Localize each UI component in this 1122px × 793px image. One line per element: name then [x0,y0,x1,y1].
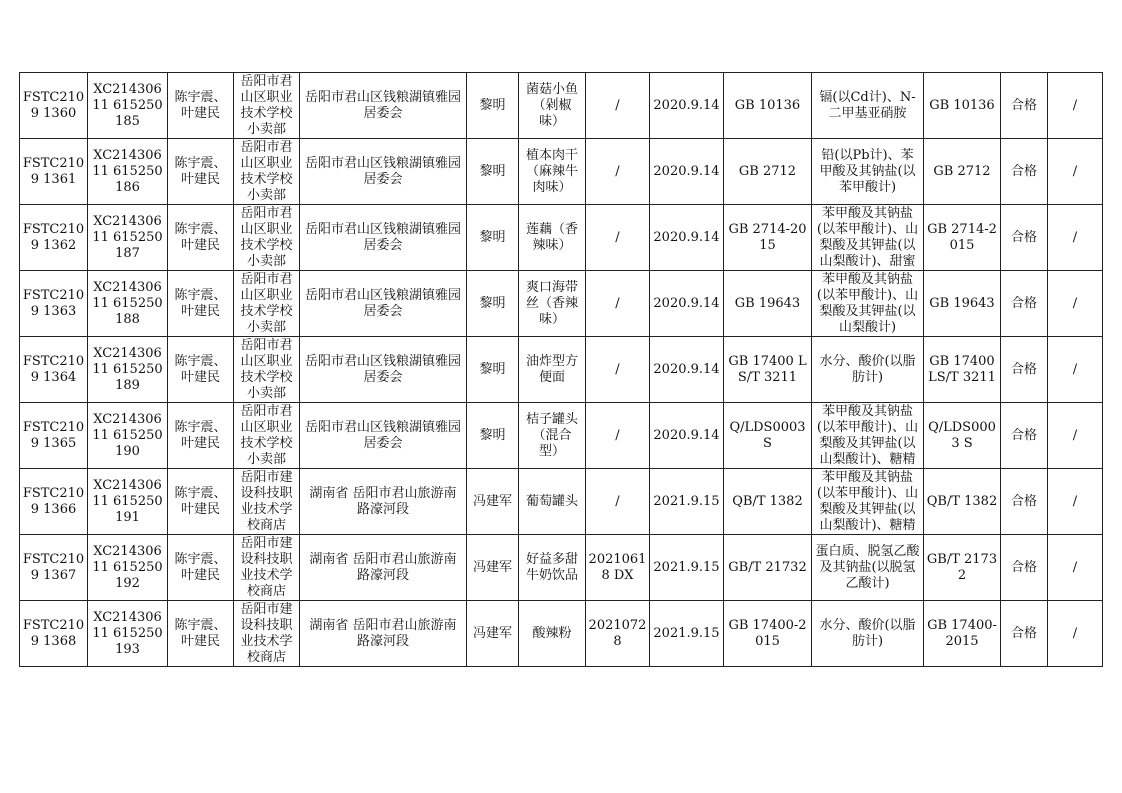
unit-address-cell [300,139,467,205]
batch-cell [586,139,650,205]
standard-text: GB 2714-2015 [728,221,807,253]
test-items-text: 水分、酸价(以脂肪计) [819,353,916,385]
test-items-cell [812,601,924,667]
standard-text: GB/T 21732 [728,559,807,575]
producer-contact-cell [467,535,519,601]
date-cell [650,205,724,271]
sample-number-text: FSTC2109 1363 [22,287,85,319]
batch-cell [586,205,650,271]
judgment-standard-cell [924,469,1001,535]
standard-cell [724,403,812,469]
standard-cell [724,337,812,403]
test-items-cell [812,337,924,403]
sample-number-text: FSTC2109 1360 [22,89,85,121]
inspectors-text: 陈宇震、叶建民 [174,155,227,187]
unit-address-text: 岳阳市君山区钱粮湖镇雅园居委会 [304,287,461,319]
product-name-text: 菌菇小鱼（剁椒味） [525,81,578,129]
sampled-unit-text: 岳阳市建设科技职业技术学校商店 [240,536,293,599]
standard-cell [724,271,812,337]
judgment-standard-text: GB 19643 [929,295,995,311]
unit-address-text: 湖南省 岳阳市君山旅游南路濠河段 [309,551,457,583]
sample-number-cell [20,73,88,139]
judgment-standard-cell [924,73,1001,139]
sample-number-cell [20,139,88,205]
sample-number-cell [20,469,88,535]
judgment-standard-cell [924,601,1001,667]
inspectors-text: 陈宇震、叶建民 [174,287,227,319]
result-cell [1001,403,1048,469]
table-row [20,271,1103,337]
test-items-text: 苯甲酸及其钠盐(以苯甲酸计)、山梨酸及其钾盐(以山梨酸计)、甜蜜 [816,205,919,269]
producer-contact-text: 冯建军 [472,625,512,641]
judgment-standard-text: GB 2714-2015 [927,221,997,253]
date-text: 2020.9.14 [653,361,720,377]
sampled-unit-cell [234,601,300,667]
task-number-cell [88,535,168,601]
test-items-cell [812,205,924,271]
sample-number-cell [20,535,88,601]
remark-text: / [1072,163,1078,179]
batch-cell [586,73,650,139]
inspectors-cell [168,535,234,601]
batch-text: / [615,163,620,179]
producer-contact-text: 冯建军 [472,559,512,575]
sample-number-text: FSTC2109 1365 [22,419,85,451]
remark-cell [1048,469,1103,535]
product-name-cell [519,469,586,535]
task-number-text: XC21430611 615250189 [92,345,163,393]
sample-number-cell [20,205,88,271]
table-row [20,73,1103,139]
test-items-cell [812,271,924,337]
remark-cell [1048,601,1103,667]
batch-cell [586,337,650,403]
standard-text: GB 2712 [738,163,797,179]
remark-text: / [1072,229,1078,245]
batch-text: / [615,229,620,245]
result-text: 合格 [1010,361,1037,377]
producer-contact-cell [467,205,519,271]
result-text: 合格 [1010,493,1037,509]
task-number-text: XC21430611 615250190 [92,411,163,459]
table-row [20,403,1103,469]
sampled-unit-text: 岳阳市君山区职业技术学校小卖部 [240,140,293,203]
result-cell [1001,139,1048,205]
sample-number-text: FSTC2109 1366 [22,485,85,517]
sample-number-cell [20,601,88,667]
task-number-text: XC21430611 615250188 [92,279,163,327]
sampled-unit-text: 岳阳市君山区职业技术学校小卖部 [240,206,293,269]
sampled-unit-text: 岳阳市君山区职业技术学校小卖部 [240,404,293,467]
date-cell [650,139,724,205]
sample-number-text: FSTC2109 1362 [22,221,85,253]
result-text: 合格 [1010,295,1037,311]
producer-contact-cell [467,469,519,535]
judgment-standard-text: GB 10136 [929,97,995,113]
judgment-standard-cell [924,271,1001,337]
inspectors-cell [168,469,234,535]
unit-address-cell [300,601,467,667]
test-items-text: 苯甲酸及其钠盐(以苯甲酸计)、山梨酸及其钾盐(以山梨酸计) [816,271,919,335]
batch-text: 20210728 [588,617,647,649]
date-text: 2020.9.14 [653,229,720,245]
batch-text: / [615,493,620,509]
producer-contact-cell [467,337,519,403]
inspectors-text: 陈宇震、叶建民 [174,617,227,649]
remark-cell [1048,139,1103,205]
judgment-standard-text: GB 2712 [933,163,991,179]
product-name-cell [519,73,586,139]
sampled-unit-cell [234,139,300,205]
remark-text: / [1072,493,1078,509]
remark-text: / [1072,361,1078,377]
batch-cell [586,601,650,667]
task-number-text: XC21430611 615250186 [92,147,163,195]
inspectors-text: 陈宇震、叶建民 [174,89,227,121]
judgment-standard-text: QB/T 1382 [926,493,998,509]
task-number-cell [88,73,168,139]
result-text: 合格 [1010,97,1037,113]
unit-address-text: 湖南省 岳阳市君山旅游南路濠河段 [309,617,457,649]
task-number-cell [88,337,168,403]
inspectors-cell [168,73,234,139]
result-cell [1001,271,1048,337]
standard-text: GB 10136 [734,97,801,113]
remark-text: / [1072,97,1078,113]
sampled-unit-cell [234,73,300,139]
producer-contact-text: 黎明 [479,295,506,311]
judgment-standard-cell [924,205,1001,271]
inspectors-text: 陈宇震、叶建民 [174,551,227,583]
remark-cell [1048,337,1103,403]
unit-address-cell [300,337,467,403]
producer-contact-text: 黎明 [479,427,506,443]
producer-contact-text: 冯建军 [472,493,512,509]
sampled-unit-cell [234,469,300,535]
date-cell [650,73,724,139]
remark-text: / [1072,295,1078,311]
result-text: 合格 [1010,559,1037,575]
unit-address-text: 岳阳市君山区钱粮湖镇雅园居委会 [304,155,461,187]
batch-cell [586,271,650,337]
unit-address-cell [300,535,467,601]
sample-number-text: FSTC2109 1368 [22,617,85,649]
task-number-text: XC21430611 615250185 [92,81,163,129]
task-number-text: XC21430611 615250193 [92,609,163,657]
result-cell [1001,535,1048,601]
test-items-text: 铅(以Pb计)、苯甲酸及其钠盐(以苯甲酸计) [819,147,916,195]
task-number-cell [88,601,168,667]
unit-address-text: 岳阳市君山区钱粮湖镇雅园居委会 [304,419,461,451]
sampled-unit-cell [234,205,300,271]
standard-cell [724,205,812,271]
sample-number-cell [20,337,88,403]
remark-text: / [1072,625,1078,641]
standard-text: Q/LDS0003S [729,419,806,451]
standard-text: GB 17400-2015 [728,617,807,649]
remark-cell [1048,271,1103,337]
inspectors-text: 陈宇震、叶建民 [174,221,227,253]
test-items-text: 苯甲酸及其钠盐(以苯甲酸计)、山梨酸及其钾盐(以山梨酸计)、糖精 [816,403,919,467]
sampled-unit-cell [234,271,300,337]
standard-cell [724,469,812,535]
product-name-text: 爽口海带丝（香辣味） [525,279,578,327]
batch-text: / [615,295,620,311]
producer-contact-cell [467,403,519,469]
standard-cell [724,535,812,601]
judgment-standard-cell [924,403,1001,469]
producer-contact-text: 黎明 [479,163,506,179]
judgment-standard-cell [924,139,1001,205]
test-items-text: 蛋白质、脱氢乙酸及其钠盐(以脱氢乙酸计) [815,543,920,591]
unit-address-text: 岳阳市君山区钱粮湖镇雅园居委会 [304,221,461,253]
producer-contact-cell [467,73,519,139]
date-cell [650,469,724,535]
table-row [20,535,1103,601]
inspectors-cell [168,337,234,403]
product-name-text: 好益多甜牛奶饮品 [525,551,578,583]
task-number-cell [88,469,168,535]
date-cell [650,403,724,469]
judgment-standard-cell [924,337,1001,403]
test-items-cell [812,469,924,535]
remark-text: / [1072,427,1078,443]
result-cell [1001,205,1048,271]
task-number-text: XC21430611 615250191 [92,477,163,525]
sample-number-cell [20,403,88,469]
judgment-standard-text: GB/T 21732 [926,551,998,583]
remark-cell [1048,535,1103,601]
unit-address-cell [300,271,467,337]
product-name-text: 桔子罐头（混合型） [525,411,578,459]
batch-cell [586,535,650,601]
product-name-cell [519,403,586,469]
table-row [20,337,1103,403]
table-row [20,601,1103,667]
unit-address-text: 岳阳市君山区钱粮湖镇雅园居委会 [304,89,461,121]
producer-contact-cell [467,601,519,667]
judgment-standard-cell [924,535,1001,601]
unit-address-cell [300,403,467,469]
product-name-cell [519,535,586,601]
task-number-text: XC21430611 615250192 [92,543,163,591]
unit-address-cell [300,469,467,535]
standard-text: GB 19643 [734,295,801,311]
date-text: 2021.9.15 [653,625,720,641]
batch-cell [586,469,650,535]
inspectors-text: 陈宇震、叶建民 [174,419,227,451]
product-name-text: 植本肉干（麻辣牛肉味） [525,147,578,195]
result-text: 合格 [1010,163,1037,179]
date-text: 2021.9.15 [653,559,720,575]
product-name-text: 葡萄罐头 [525,493,578,509]
remark-cell [1048,205,1103,271]
unit-address-cell [300,73,467,139]
producer-contact-text: 黎明 [479,229,506,245]
judgment-standard-text: GB 17400 LS/T 3211 [928,353,996,385]
date-cell [650,601,724,667]
judgment-standard-text: Q/LDS0003 S [928,419,996,451]
producer-contact-cell [467,139,519,205]
test-items-cell [812,403,924,469]
inspectors-cell [168,139,234,205]
remark-cell [1048,73,1103,139]
date-text: 2020.9.14 [653,97,720,113]
standard-cell [724,73,812,139]
date-text: 2020.9.14 [653,427,720,443]
producer-contact-text: 黎明 [479,361,506,377]
batch-text: / [615,427,620,443]
test-items-cell [812,73,924,139]
remark-cell [1048,403,1103,469]
date-cell [650,337,724,403]
test-items-text: 镉(以Cd计)、N-二甲基亚硝胺 [819,89,916,121]
date-cell [650,535,724,601]
result-cell [1001,337,1048,403]
batch-cell [586,403,650,469]
task-number-cell [88,271,168,337]
table-row [20,205,1103,271]
batch-text: 20210618 DX [588,551,647,583]
sampled-unit-text: 岳阳市建设科技职业技术学校商店 [240,602,293,665]
task-number-cell [88,205,168,271]
sampled-unit-cell [234,403,300,469]
producer-contact-text: 黎明 [479,97,506,113]
inspectors-text: 陈宇震、叶建民 [174,485,227,517]
sampled-unit-cell [234,535,300,601]
sampled-unit-text: 岳阳市君山区职业技术学校小卖部 [240,74,293,137]
sample-number-text: FSTC2109 1367 [22,551,85,583]
product-name-text: 油炸型方便面 [525,353,578,385]
inspectors-cell [168,403,234,469]
inspectors-cell [168,205,234,271]
judgment-standard-text: GB 17400-2015 [927,617,997,649]
standard-text: GB 17400 LS/T 3211 [728,353,807,385]
product-name-text: 莲藕（香辣味） [525,221,578,253]
standard-cell [724,601,812,667]
product-name-text: 酸辣粉 [532,625,572,641]
sampled-unit-text: 岳阳市君山区职业技术学校小卖部 [240,338,293,401]
sample-number-cell [20,271,88,337]
unit-address-text: 岳阳市君山区钱粮湖镇雅园居委会 [304,353,461,385]
inspectors-cell [168,601,234,667]
sample-number-text: FSTC2109 1364 [22,353,85,385]
product-name-cell [519,601,586,667]
standard-text: QB/T 1382 [732,493,803,509]
sampled-unit-text: 岳阳市建设科技职业技术学校商店 [240,470,293,533]
sampled-unit-text: 岳阳市君山区职业技术学校小卖部 [240,272,293,335]
test-items-cell [812,139,924,205]
date-text: 2020.9.14 [653,295,720,311]
test-items-cell [812,535,924,601]
result-cell [1001,469,1048,535]
batch-text: / [615,361,620,377]
product-name-cell [519,271,586,337]
sampled-unit-cell [234,337,300,403]
producer-contact-cell [467,271,519,337]
task-number-cell [88,403,168,469]
table-row [20,139,1103,205]
test-items-text: 水分、酸价(以脂肪计) [819,617,916,649]
sample-number-text: FSTC2109 1361 [22,155,85,187]
result-cell [1001,73,1048,139]
inspection-results-table [19,72,1103,667]
product-name-cell [519,337,586,403]
product-name-cell [519,139,586,205]
date-text: 2021.9.15 [653,493,720,509]
task-number-cell [88,139,168,205]
task-number-text: XC21430611 615250187 [92,213,163,261]
date-cell [650,271,724,337]
standard-cell [724,139,812,205]
result-text: 合格 [1010,427,1037,443]
date-text: 2020.9.14 [653,163,720,179]
unit-address-text: 湖南省 岳阳市君山旅游南路濠河段 [309,485,457,517]
product-name-cell [519,205,586,271]
remark-text: / [1072,559,1078,575]
result-cell [1001,601,1048,667]
batch-text: / [615,97,620,113]
table-row [20,469,1103,535]
unit-address-cell [300,205,467,271]
inspectors-text: 陈宇震、叶建民 [174,353,227,385]
result-text: 合格 [1010,625,1037,641]
inspectors-cell [168,271,234,337]
result-text: 合格 [1010,229,1037,245]
test-items-text: 苯甲酸及其钠盐(以苯甲酸计)、山梨酸及其钾盐(以山梨酸计)、糖精 [816,469,919,533]
